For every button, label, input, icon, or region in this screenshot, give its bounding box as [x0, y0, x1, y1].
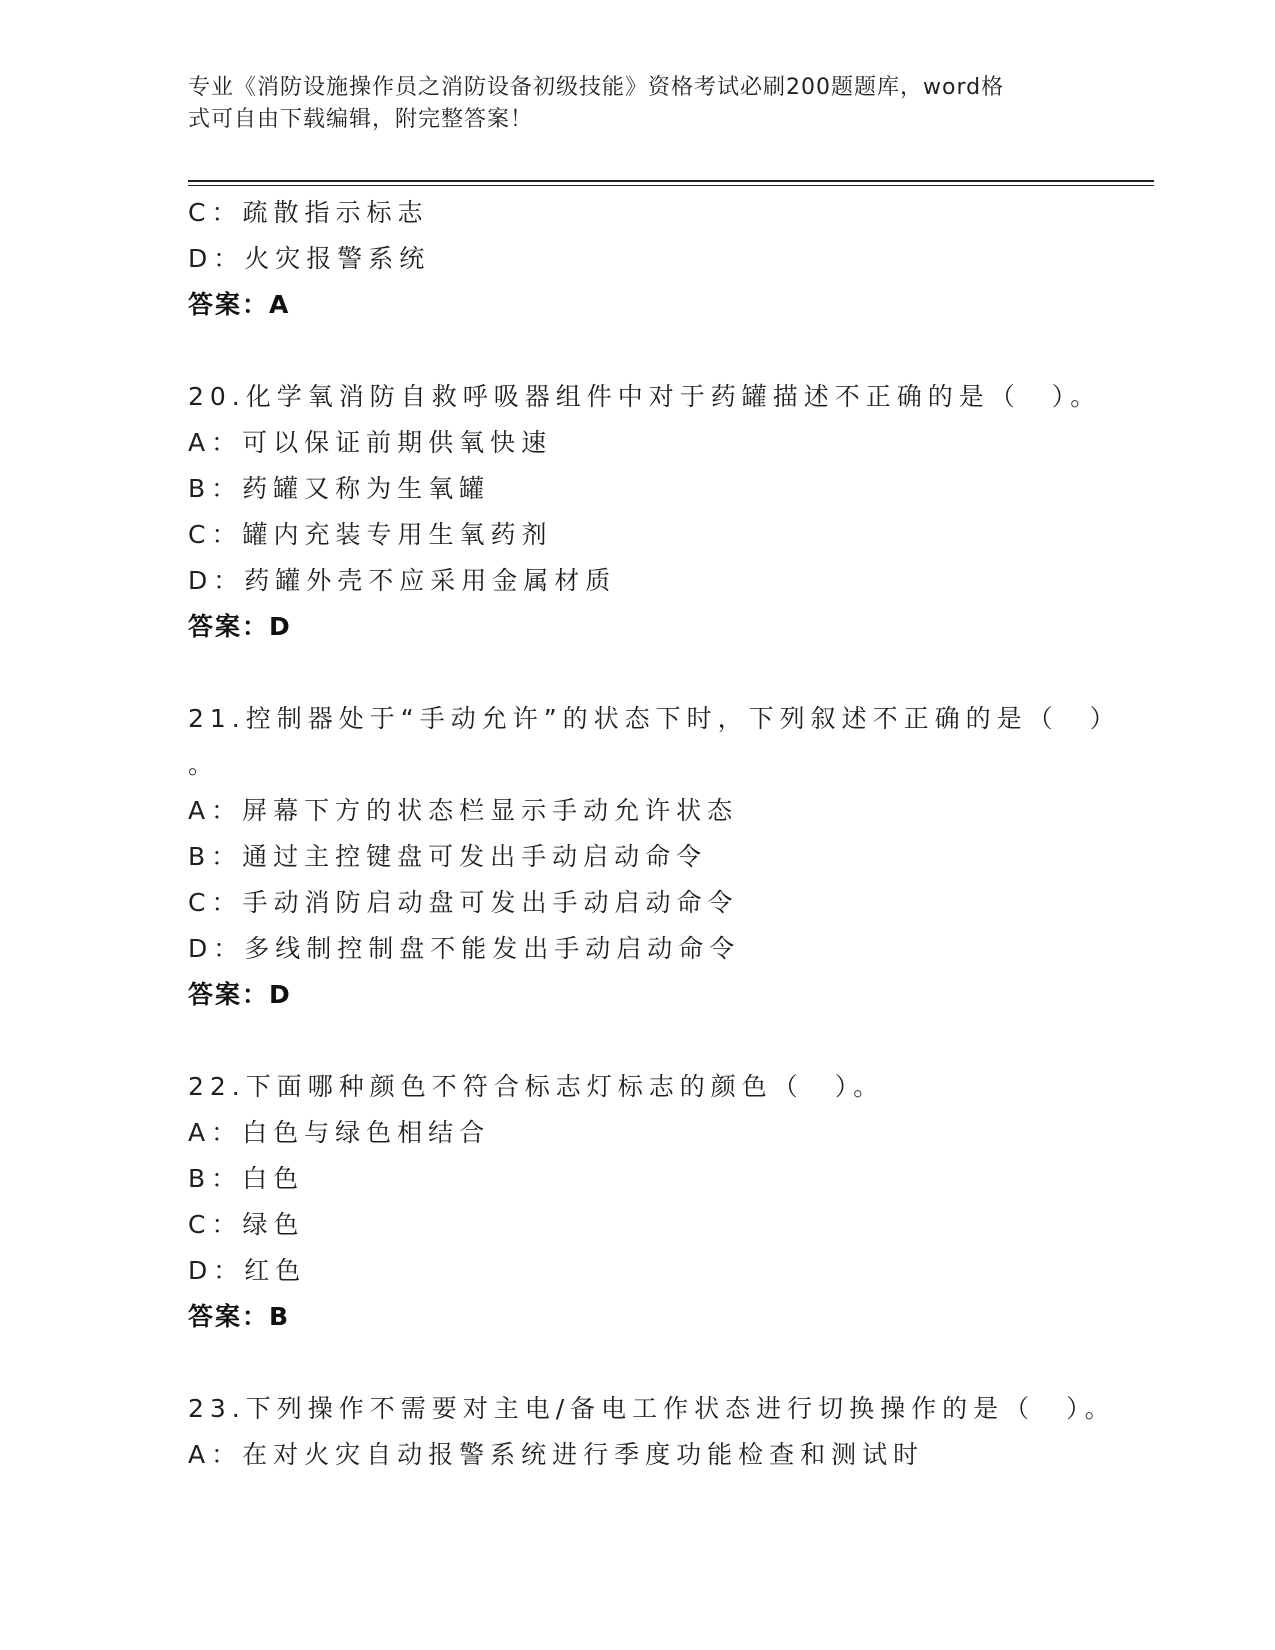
option-a: A：白色与绿色相结合	[188, 1118, 491, 1147]
option-d: D：药罐外壳不应采用金属材质	[188, 566, 617, 595]
question-22	[188, 1064, 1154, 1340]
answer: 答案：A	[188, 290, 291, 319]
question-text: 22.下面哪种颜色不符合标志灯标志的颜色（ ）。	[188, 1072, 885, 1101]
option-d: D：多线制控制盘不能发出手动启动命令	[188, 934, 741, 963]
document-header	[188, 72, 1088, 136]
question-23	[188, 1386, 1154, 1478]
option-d: D：火灾报警系统	[188, 244, 431, 273]
option-b: B：通过主控键盘可发出手动启动命令	[188, 842, 708, 871]
answer: 答案：D	[188, 612, 292, 641]
answer: 答案：B	[188, 1302, 291, 1331]
option-c: C：疏散指示标志	[188, 198, 429, 227]
header-rule-thin	[188, 185, 1154, 186]
option-a: A：可以保证前期供氧快速	[188, 428, 553, 457]
spacer	[188, 1340, 1154, 1386]
question-20	[188, 374, 1154, 650]
spacer	[188, 328, 1154, 374]
answer: 答案：D	[188, 980, 292, 1009]
question-text-wrap: 。	[188, 750, 220, 779]
spacer	[188, 650, 1154, 696]
option-c: C：手动消防启动盘可发出手动启动命令	[188, 888, 739, 917]
option-a: A：屏幕下方的状态栏显示手动允许状态	[188, 796, 739, 825]
question-text: 23.下列操作不需要对主电/备电工作状态进行切换操作的是（ ）。	[188, 1394, 1116, 1423]
question-text: 20.化学氧消防自救呼吸器组件中对于药罐描述不正确的是（ ）。	[188, 382, 1102, 411]
question-list	[188, 190, 1154, 1478]
header-line-1: 专业《消防设施操作员之消防设备初级技能》资格考试必刷200题题库，word格	[188, 75, 1005, 100]
spacer	[188, 1018, 1154, 1064]
option-c: C：绿色	[188, 1210, 305, 1239]
option-c: C：罐内充装专用生氧药剂	[188, 520, 553, 549]
option-a: A：在对火灾自动报警系统进行季度功能检查和测试时	[188, 1440, 925, 1469]
option-b: B：药罐又称为生氧罐	[188, 474, 491, 503]
header-rule-thick	[188, 180, 1154, 182]
question-carryover	[188, 190, 1154, 328]
header-line-2: 式可自由下载编辑，附完整答案！	[188, 107, 534, 132]
question-text: 21.控制器处于“手动允许”的状态下时，下列叙述不正确的是（ ）	[188, 704, 1121, 733]
option-d: D：红色	[188, 1256, 307, 1285]
option-b: B：白色	[188, 1164, 305, 1193]
question-21	[188, 696, 1154, 1018]
